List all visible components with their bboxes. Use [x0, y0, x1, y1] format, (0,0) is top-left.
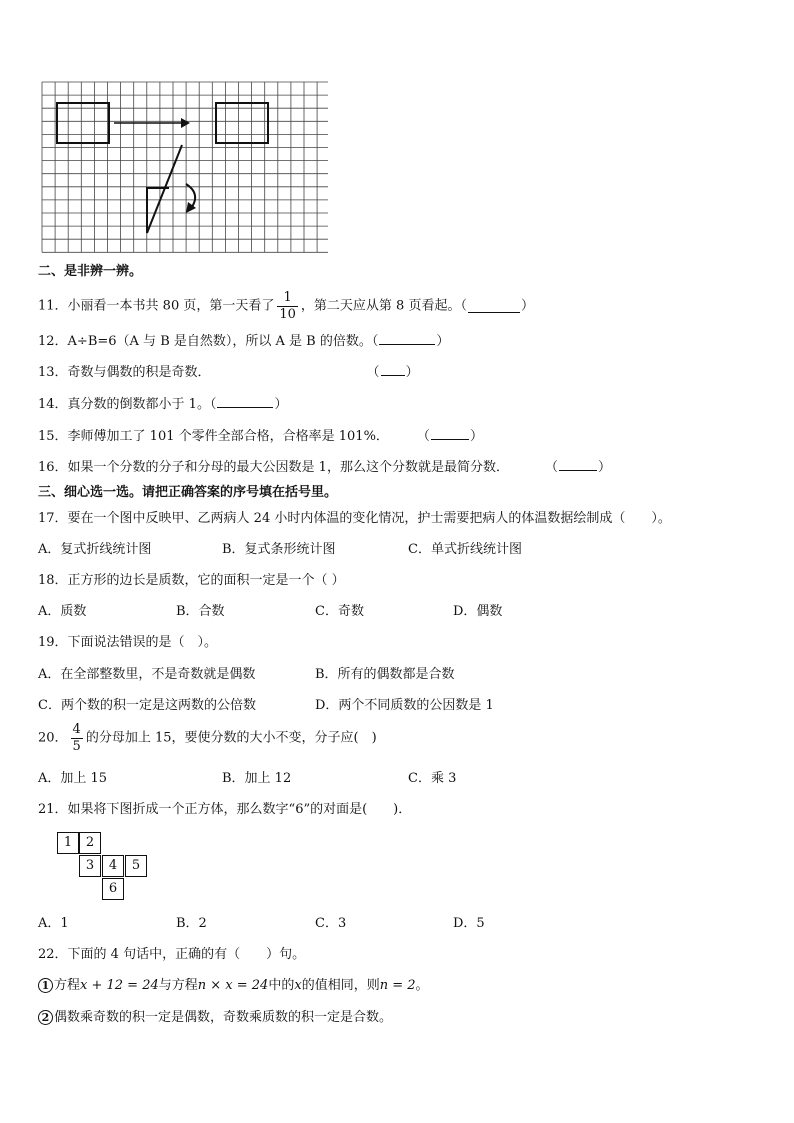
question-12 — [38, 332, 449, 351]
section-2-title: 二、是非辨一辨。 — [38, 264, 143, 279]
q12-text: 12．A÷B=6（A 与 B 是自然数），所以 A 是 B 的倍数。（ — [38, 334, 379, 349]
q17-option-b[interactable]: B．复式条形统计图 — [222, 542, 336, 557]
q15-answer-blank[interactable] — [431, 427, 469, 440]
q19-option-b[interactable]: B．所有的偶数都是合数 — [315, 667, 455, 682]
q12-close: ） — [436, 334, 450, 349]
question-22: 22．下面的 4 句话中，正确的有（ ）句。 — [38, 947, 306, 962]
q21-option-b[interactable]: B．2 — [176, 916, 207, 931]
question-16 — [38, 458, 611, 477]
section-3-title: 三、细心选一选。请把正确答案的序号填在括号里。 — [38, 485, 338, 500]
q13-text: 13．奇数与偶数的积是奇数． — [38, 365, 211, 380]
q21-option-c[interactable]: C．3 — [315, 916, 347, 931]
q18-option-c[interactable]: C．奇数 — [315, 604, 364, 619]
q22-statement-2 — [38, 1009, 392, 1027]
q18-option-d[interactable]: D．偶数 — [453, 604, 503, 619]
q16-answer-blank[interactable] — [559, 458, 597, 471]
q22-s1-mark: 1 — [38, 978, 53, 993]
q22-statement-1 — [38, 977, 429, 995]
q22-s1-d: 的值相同，则 — [301, 978, 380, 993]
q13-open: （ — [366, 365, 380, 380]
question-18: 18．正方形的边长是质数，它的面积一定是一个（ ） — [38, 573, 345, 588]
q22-s1-eq1: x + 12 = 24 — [80, 978, 159, 993]
cube-net-cell-3: 3 — [79, 855, 101, 877]
q11-close: ） — [520, 298, 534, 314]
grid-figure — [40, 80, 328, 256]
q22-s1-x: x — [294, 978, 302, 993]
q11-fraction — [277, 290, 298, 323]
q22-s1-e: 。 — [415, 978, 429, 993]
q14-text: 14．真分数的倒数都小于 1。（ — [38, 397, 217, 412]
question-19: 19．下面说法错误的是（ ）。 — [38, 635, 218, 650]
square-translated — [216, 103, 268, 143]
question-11 — [38, 290, 534, 330]
q13-close: ） — [405, 365, 419, 380]
question-14 — [38, 395, 287, 414]
q14-close: ） — [274, 397, 288, 412]
q21-option-a[interactable]: A．1 — [38, 916, 69, 931]
q22-s1-eq2: n × x = 24 — [197, 978, 269, 993]
q11-text-pre: 11．小丽看一本书共 80 页，第一天看了 — [38, 298, 275, 314]
q11-text-post: ，第二天应从第 8 页看起。（ — [300, 298, 467, 314]
q14-answer-blank[interactable] — [217, 395, 273, 408]
q18-option-a[interactable]: A．质数 — [38, 604, 87, 619]
q15-close: ） — [469, 429, 483, 444]
cube-net-cell-4: 4 — [102, 855, 124, 877]
q16-close: ） — [597, 460, 611, 475]
q11-answer-blank[interactable] — [468, 300, 520, 313]
q12-answer-blank[interactable] — [379, 332, 435, 345]
q19-option-d[interactable]: D．两个不同质数的公因数是 1 — [315, 698, 494, 713]
q20-frac-num: 4 — [72, 722, 81, 737]
q22-s1-c: 中的 — [268, 978, 295, 993]
cube-net-cell-2: 2 — [79, 832, 101, 854]
question-21: 21．如果将下图折成一个正方体，那么数字“6”的对面是( )． — [38, 802, 412, 817]
q17-option-a[interactable]: A．复式折线统计图 — [38, 542, 152, 557]
q22-s1-b: 与方程 — [158, 978, 198, 993]
cube-net-cell-1: 1 — [57, 832, 79, 854]
q16-open: （ — [544, 460, 558, 475]
q20-frac-den: 5 — [72, 739, 81, 754]
q20-fraction — [71, 722, 83, 755]
grid-lines — [42, 82, 328, 252]
q11-frac-den: 10 — [279, 307, 296, 322]
cube-net-cell-6: 6 — [102, 878, 124, 900]
q13-answer-blank[interactable] — [381, 363, 405, 376]
q18-option-b[interactable]: B．合数 — [176, 604, 225, 619]
q19-option-c[interactable]: C．两个数的积一定是这两数的公倍数 — [38, 698, 256, 713]
question-20 — [38, 722, 377, 762]
q15-text: 15．李师傅加工了 101 个零件全部合格，合格率是 101%． — [38, 429, 389, 444]
question-17: 17．要在一个图中反映甲、乙两病人 24 小时内体温的变化情况，护士需要把病人的体温数据绘制成（ ）。 — [38, 511, 671, 526]
q22-s1-eq3: n = 2 — [379, 978, 416, 993]
q17-option-c[interactable]: C．单式折线统计图 — [408, 542, 522, 557]
q20-text-pre: 20． — [38, 730, 68, 746]
q15-open: （ — [416, 429, 430, 444]
question-15 — [38, 427, 483, 446]
q19-option-a[interactable]: A．在全部整数里，不是奇数就是偶数 — [38, 667, 256, 682]
q16-text: 16．如果一个分数的分子和分母的最大公因数是 1，那么这个分数就是最简分数． — [38, 460, 509, 475]
q20-option-a[interactable]: A．加上 15 — [38, 771, 108, 786]
square-original — [57, 103, 109, 143]
q11-frac-num: 1 — [277, 290, 298, 307]
q20-option-c[interactable]: C．乘 3 — [408, 771, 457, 786]
q21-option-d[interactable]: D．5 — [453, 916, 485, 931]
question-13 — [38, 363, 419, 382]
q20-option-b[interactable]: B．加上 12 — [222, 771, 292, 786]
q22-s2-mark: 2 — [38, 1010, 53, 1025]
q22-s1-a: 方程 — [54, 978, 81, 993]
cube-net-cell-5: 5 — [125, 855, 147, 877]
q20-text-post: 的分母加上 15，要使分数的大小不变，分子应( ) — [85, 730, 377, 746]
translation-arrow-head — [181, 118, 190, 128]
q22-s2-text: 偶数乘奇数的积一定是偶数，奇数乘质数的积一定是合数。 — [54, 1010, 393, 1025]
